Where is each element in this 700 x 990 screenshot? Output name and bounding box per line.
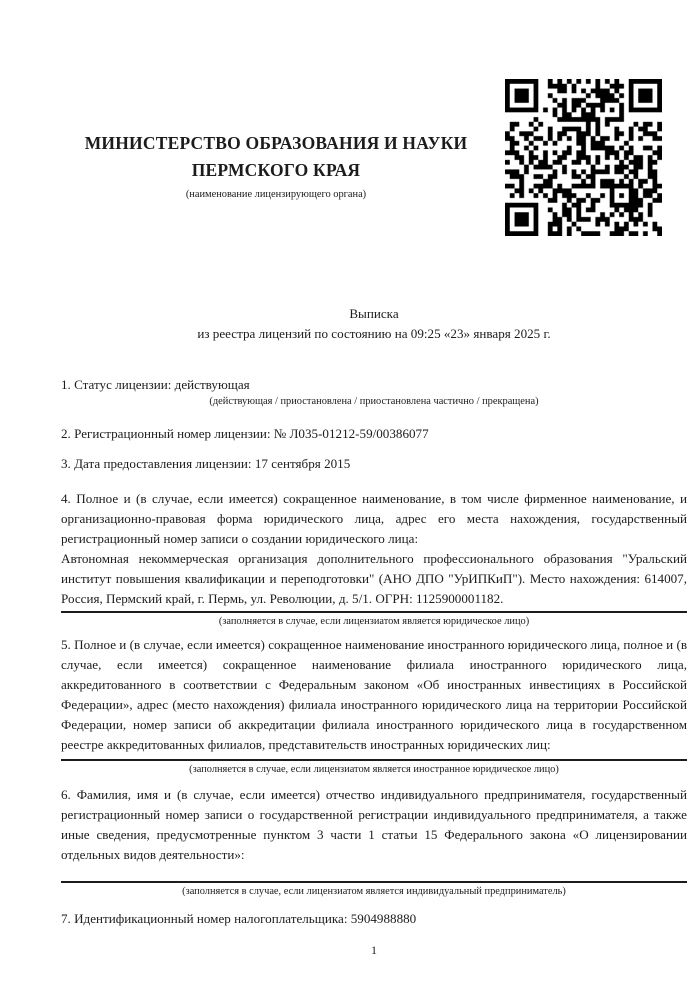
ministry-name-line1: МИНИСТЕРСТВО ОБРАЗОВАНИЯ И НАУКИ [84, 133, 468, 153]
section-6-entrepreneur-intro: 6. Фамилия, имя и (в случае, если имеется) отчество индивидуального предпринимателя, государственный регистрационный номер записи о государственной регистрации индивидуального предпринимателя, а также иные сведения, предусмотренные пунктом 3 части 1 статьи 15 Федерального закона «О лицензировании отдельных видов деятельности»: [61, 787, 687, 862]
section-6-caption: (заполняется в случае, если лицензиатом является индивидуальный предприниматель) [182, 886, 566, 897]
section-5-caption: (заполняется в случае, если лицензиатом является иностранное юридическое лицо) [189, 764, 559, 775]
document-title-line1: Выписка [349, 306, 399, 321]
document-title-line2: из реестра лицензий по состоянию на 09:25 «23» января 2025 г. [197, 326, 551, 341]
document-body [61, 302, 687, 960]
section-3-license-grant-date: 3. Дата предоставления лицензии: 17 сентября 2015 [61, 456, 351, 471]
section-1-license-status: 1. Статус лицензии: действующая [61, 377, 250, 392]
section-2-registration-number: 2. Регистрационный номер лицензии: № Л035-01212-59/00386077 [61, 426, 429, 441]
document-header [0, 0, 700, 302]
licensing-authority-block [58, 130, 494, 201]
licensing-authority-caption: (наименование лицензирующего органа) [185, 189, 367, 200]
section-4-legal-entity-value: Автономная некоммерческая организация дополнительного профессионального образования "Уральский институт повышения квалификации и переподготовки" (АНО ДПО "УрИПКиП"). Место нахождения: 614007, Россия, Пермский край, г. Пермь, ул. Революции, д. 5/1. ОГРН: 1125900001182. [61, 551, 687, 606]
section-4-underline [61, 611, 687, 613]
section-5-blank-value-underline [61, 759, 687, 761]
section-1-status-options-caption: (действующая / приостановлена / приостановлена частично / прекращена) [209, 396, 539, 407]
document-title [61, 302, 687, 344]
section-4-caption: (заполняется в случае, если лицензиатом является юридическое лицо) [218, 616, 530, 627]
section-4-legal-entity-intro: 4. Полное и (в случае, если имеется) сокращенное наименование, в том числе фирменное наименование, и организационно-правовая форма юридического лица, адрес его места нахождения, государственный регистрационный номер записи о создании юридического лица: [61, 491, 687, 546]
page-number: 1 [371, 943, 377, 957]
section-5-foreign-entity-intro: 5. Полное и (в случае, если имеется) сокращенное наименование иностранного юридического лица, полное и (в случае, если имеется) сокращенное наименование филиала иностранного юридического лица, аккредитованного в соответствии с Федеральным законом «Об иностранных инвестициях в Российской Федерации», адрес (место нахождения) филиала иностранного юридического лица на территории Российской Федерации, номер записи об аккредитации филиала иностранного юридического лица в государственном реестре аккредитованных филиалов, представительств иностранных юридических лиц: [61, 637, 687, 752]
ministry-name-line2: ПЕРМСКОГО КРАЯ [191, 160, 361, 180]
section-6-blank-value-underline [61, 881, 687, 883]
qr-code-icon [505, 79, 662, 236]
section-7-taxpayer-id: 7. Идентификационный номер налогоплательщика: 5904988880 [61, 911, 417, 926]
